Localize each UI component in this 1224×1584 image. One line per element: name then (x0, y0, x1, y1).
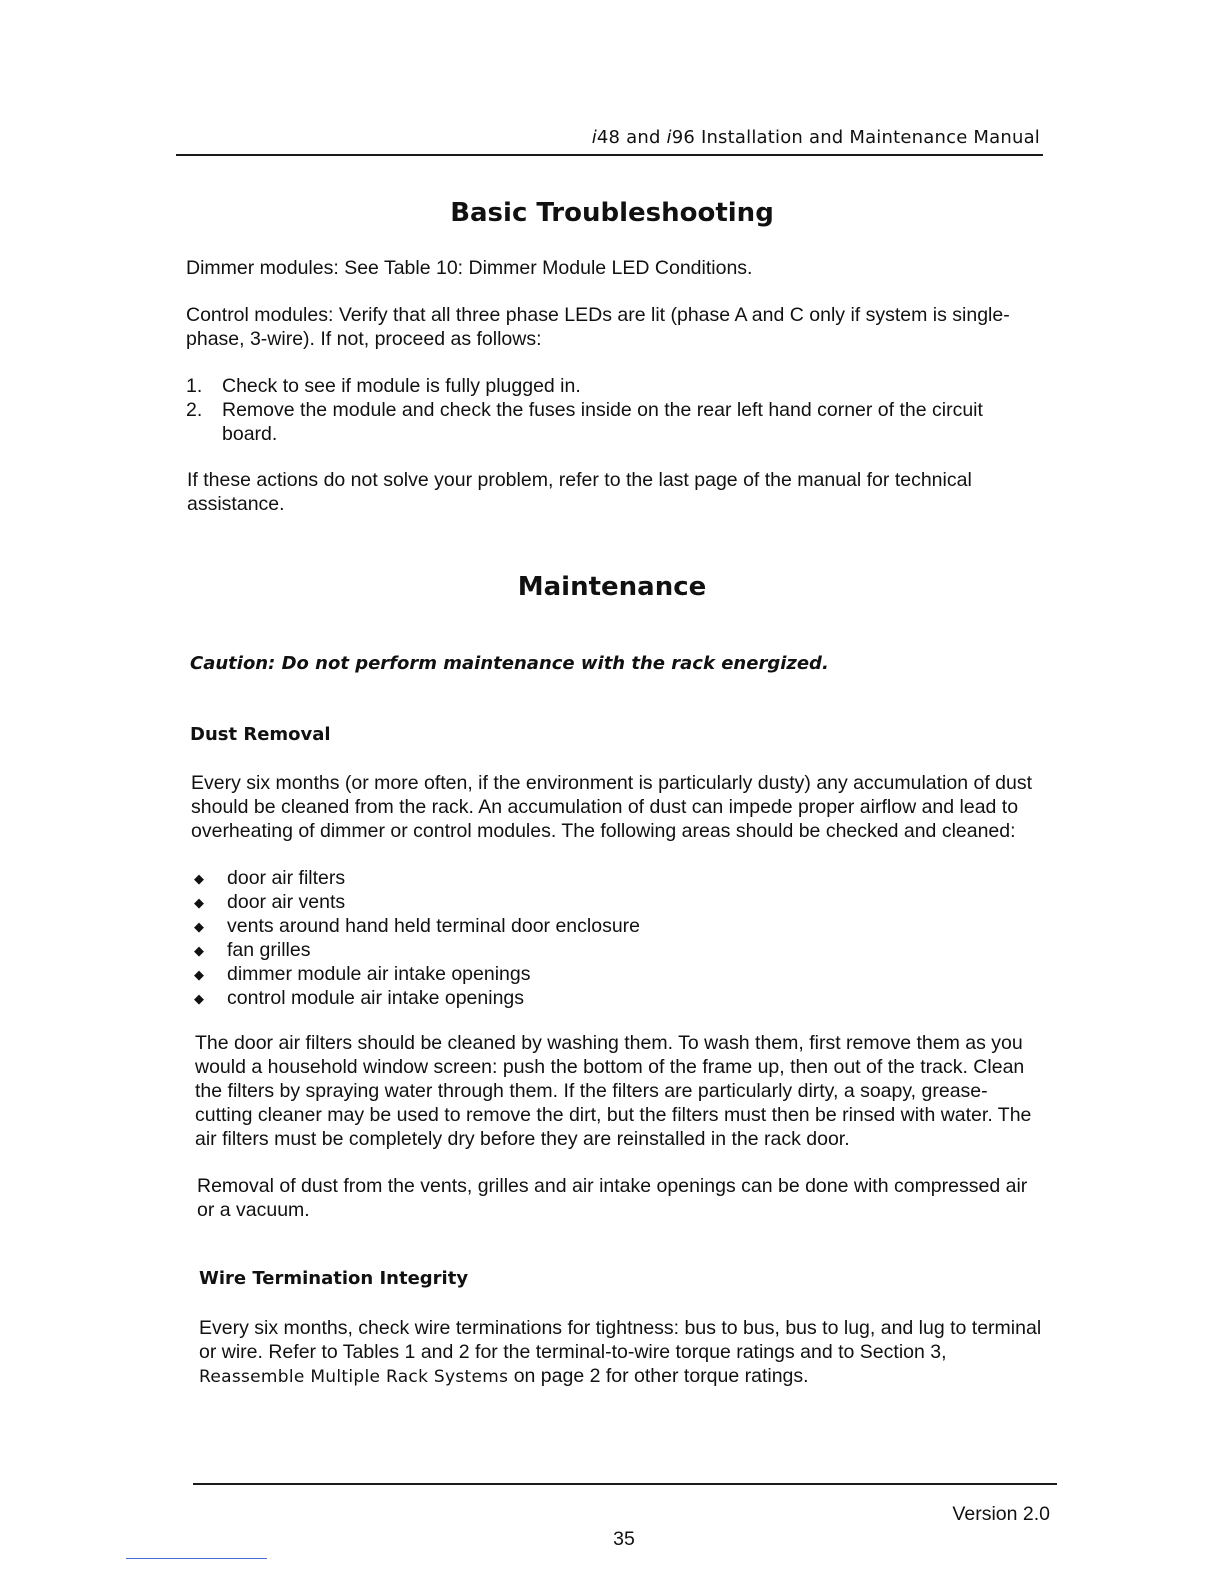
step-text: Remove the module and check the fuses inside on the rear left hand corner of the circuit (222, 399, 983, 421)
wire-line-3: Reassemble Multiple Rack Systems on page 2 for other torque ratings. (199, 1365, 809, 1387)
page-number: 35 (613, 1528, 635, 1550)
diamond-bullet-icon: ◆ (194, 871, 204, 886)
footnote-rule (126, 1558, 267, 1559)
step-number: 2. (186, 399, 203, 421)
filters-line: would a household window screen: push the bottom of the frame up, then out of the track. Clean (195, 1056, 1025, 1078)
diamond-bullet-icon: ◆ (194, 919, 204, 934)
diamond-bullet-icon: ◆ (194, 967, 204, 982)
maintenance-title: Maintenance (517, 572, 707, 602)
footer-rule (193, 1483, 1057, 1485)
step-number: 1. (186, 375, 203, 397)
control-modules-line-1: Control modules: Verify that all three phase LEDs are lit (phase A and C only if system is single- (186, 304, 1010, 326)
vents-line: or a vacuum. (197, 1199, 310, 1221)
dust-intro-line: should be cleaned from the rack. An accumulation of dust can impede proper airflow and lead to (191, 796, 1019, 818)
caution-note: Caution: Do not perform maintenance with the rack energized. (190, 653, 829, 674)
filters-line: cutting cleaner may be used to remove the dirt, but the filters must then be rinsed with water. The (195, 1104, 1032, 1126)
wire-line-2: or wire. Refer to Tables 1 and 2 for the terminal-to-wire torque ratings and to Section 3, (199, 1341, 947, 1363)
diamond-bullet-icon: ◆ (194, 895, 204, 910)
dust-removal-heading: Dust Removal (190, 724, 331, 745)
filters-line: the filters by spraying water through them. If the filters are particularly dirty, a soapy, grease- (195, 1080, 988, 1102)
filters-line: air filters must be completely dry before they are reinstalled in the rack door. (195, 1128, 850, 1150)
vents-line: Removal of dust from the vents, grilles and air intake openings can be done with compressed air (197, 1175, 1028, 1197)
step-text-continued: board. (222, 423, 278, 445)
section-reference-link[interactable]: Reassemble Multiple Rack Systems (199, 1367, 509, 1387)
diamond-bullet-icon: ◆ (194, 991, 204, 1006)
control-modules-line-2: phase, 3-wire). If not, proceed as follows: (186, 328, 542, 350)
dust-intro-line: overheating of dimmer or control modules. The following areas should be checked and cleaned: (191, 820, 1016, 842)
filters-line: The door air filters should be cleaned by washing them. To wash them, first remove them as you (195, 1032, 1023, 1054)
running-header: i48 and i96 Installation and Maintenance Manual (591, 127, 1040, 148)
troubleshooting-title: Basic Troubleshooting (450, 198, 774, 228)
assistance-line-2: assistance. (187, 493, 285, 515)
version-label: Version 2.0 (952, 1503, 1050, 1525)
assistance-line-1: If these actions do not solve your problem, refer to the last page of the manual for technical (187, 469, 972, 491)
wire-termination-heading: Wire Termination Integrity (199, 1268, 469, 1289)
wire-line-1: Every six months, check wire terminations for tightness: bus to bus, bus to lug, and lug to terminal (199, 1317, 1042, 1339)
header-rule (176, 154, 1043, 156)
dimmer-modules-text: Dimmer modules: See Table 10: Dimmer Module LED Conditions. (186, 257, 753, 279)
dust-intro-line: Every six months (or more often, if the environment is particularly dusty) any accumulation of dust (191, 772, 1033, 794)
step-text: Check to see if module is fully plugged in. (222, 375, 581, 397)
diamond-bullet-icon: ◆ (194, 943, 204, 958)
